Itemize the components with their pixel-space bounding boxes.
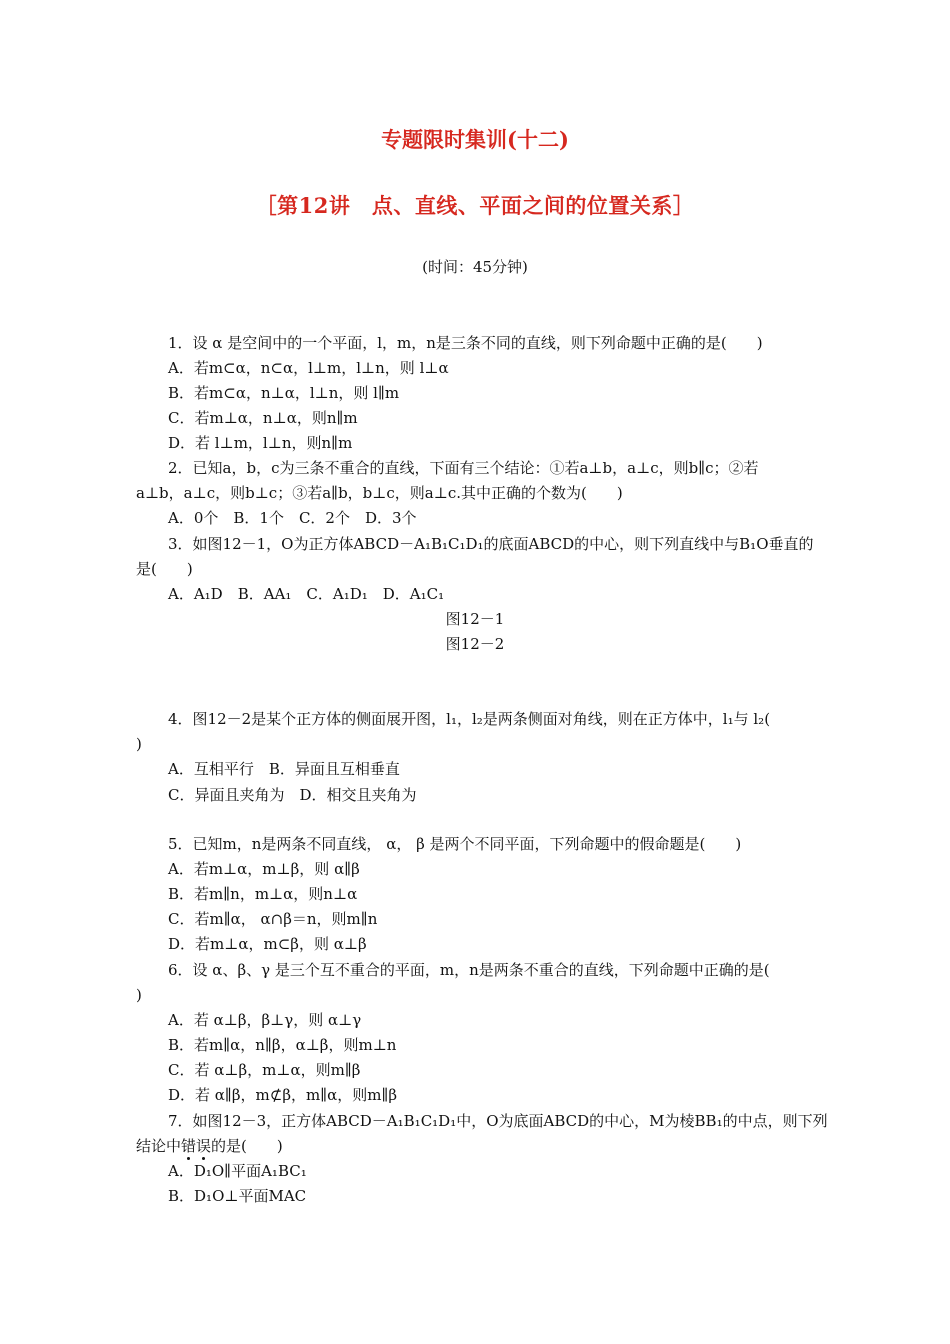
text-line: C．异面且夹角为 D．相交且夹角为 (168, 786, 417, 804)
text-line: A．A₁D B．AA₁ C．A₁D₁ D．A₁C₁ (168, 585, 445, 603)
doc-title: 专题限时集训(十二) (381, 127, 569, 152)
text-line: 5．已知m，n是两条不同直线， α， β 是两个不同平面，下列命题中的假命题是( ) (168, 835, 742, 853)
q7-text-pre: 结论中 (136, 1137, 182, 1155)
time-note: (时间：45分钟) (422, 258, 528, 276)
text-line: B．若m⊂α，n⊥α，l⊥n，则 l∥m (168, 384, 400, 402)
q7-emphasis-char-2: 误 (196, 1137, 212, 1155)
text-line: C．若m⊥α，n⊥α，则n∥m (168, 409, 358, 427)
text-line: C．若 α⊥β，m⊥α，则m∥β (168, 1061, 361, 1079)
text-line: 7．如图12－3，正方体ABCD－A₁B₁C₁D₁中，O为底面ABCD的中心，M为棱BB₁的中点，则下列 (168, 1112, 828, 1130)
text-line: B．若m∥α，n∥β，α⊥β，则m⊥n (168, 1036, 397, 1054)
text-line: ) (136, 735, 142, 753)
question-7-continuation (136, 1136, 283, 1156)
text-line: A．D₁O∥平面A₁BC₁ (168, 1162, 307, 1180)
text-line: a⊥b，a⊥c，则b⊥c；③若a∥b，b⊥c，则a⊥c.其中正确的个数为( ) (136, 484, 623, 502)
text-line: D．若 l⊥m，l⊥n，则n∥m (168, 434, 353, 452)
text-line: A．0个 B．1个 C．2个 D．3个 (168, 509, 417, 527)
figure-caption-12-1: 图12－1 (445, 610, 505, 628)
text-line: 6．设 α、β、γ 是三个互不重合的平面，m，n是两条不重合的直线，下列命题中正确的是( (168, 961, 770, 979)
text-line: D．若m⊥α，m⊂β，则 α⊥β (168, 935, 367, 953)
text-line: A．若m⊥α，m⊥β，则 α∥β (168, 860, 360, 878)
text-line: 是( ) (136, 560, 193, 578)
text-line: B．若m∥n，m⊥α，则n⊥α (168, 885, 358, 903)
text-line: 3．如图12－1，O为正方体ABCD－A₁B₁C₁D₁的底面ABCD的中心，则下列直线中与B₁O垂直的 (168, 535, 814, 553)
text-line: C．若m∥α， α∩β＝n，则m∥n (168, 910, 378, 928)
figure-caption-12-2: 图12－2 (445, 635, 505, 653)
text-line: 1．设 α 是空间中的一个平面，l，m，n是三条不同的直线，则下列命题中正确的是( ) (168, 334, 763, 352)
text-line: A．若m⊂α，n⊂α，l⊥m，l⊥n，则 l⊥α (168, 359, 449, 377)
doc-subtitle: ［第12讲 点、直线、平面之间的位置关系］ (255, 193, 695, 218)
text-line: A．若 α⊥β，β⊥γ，则 α⊥γ (168, 1011, 362, 1029)
text-line: 2．已知a，b，c为三条不重合的直线，下面有三个结论：①若a⊥b，a⊥c，则b∥c；②若 (168, 459, 759, 477)
text-line: B．D₁O⊥平面MAC (168, 1187, 307, 1205)
q7-text-post: 的是( ) (211, 1137, 283, 1155)
q7-emphasis-char-1: 错 (181, 1137, 197, 1155)
text-line: ) (136, 986, 142, 1004)
text-line: A．互相平行 B．异面且互相垂直 (168, 760, 400, 778)
text-line: 4．图12－2是某个正方体的侧面展开图，l₁，l₂是两条侧面对角线，则在正方体中，l₁与 l₂( (168, 710, 771, 728)
text-line: D．若 α∥β，m⊄β，m∥α，则m∥β (168, 1086, 398, 1104)
